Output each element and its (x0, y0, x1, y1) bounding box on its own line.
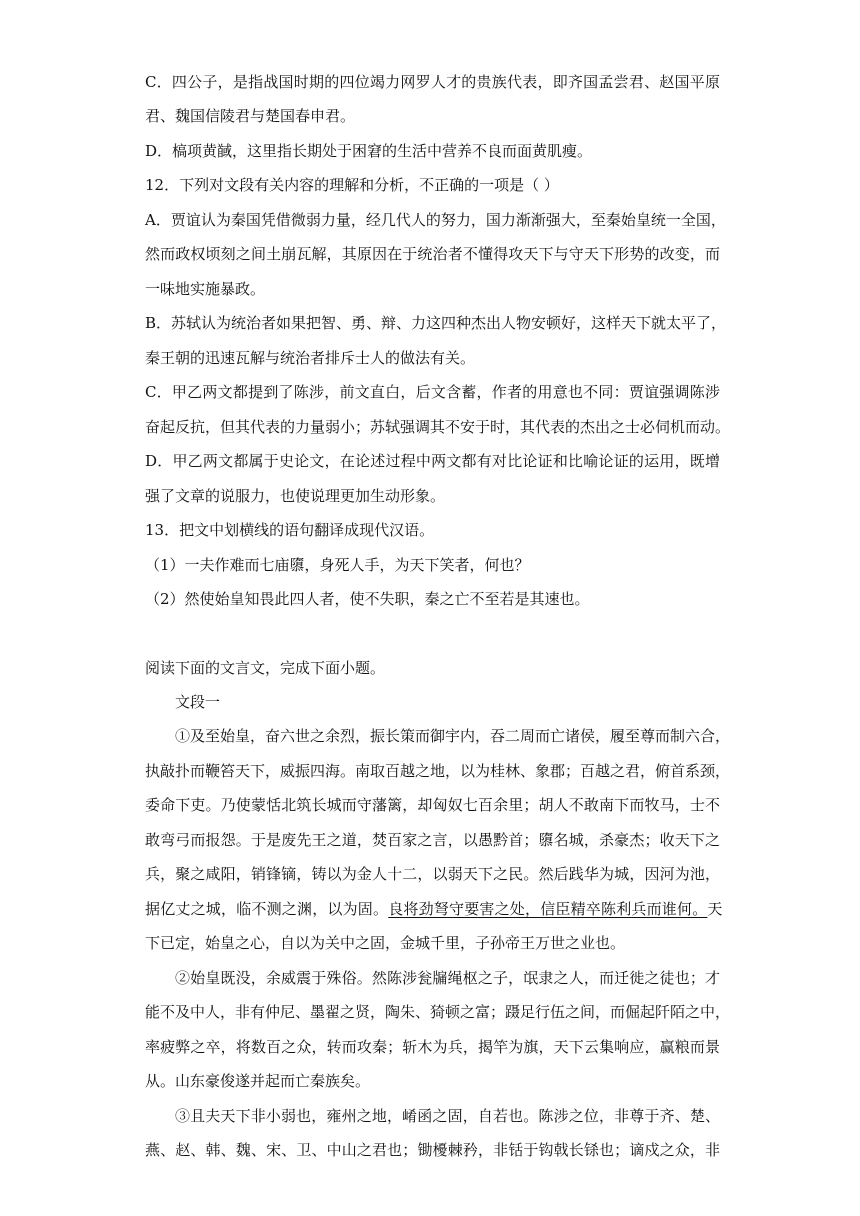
q12-option-a-line-1: A．贾谊认为秦国凭借微弱力量，经几代人的努力，国力渐渐强大，至秦始皇统一全国， (145, 211, 726, 229)
paragraph-2-line-1: ②始皇既没，余威震于殊俗。然陈涉瓮牖绳枢之子，氓隶之人，而迁徙之徒也；才 (175, 969, 720, 987)
paragraph-2-line-2: 能不及中人，非有仲尼、墨翟之贤，陶朱、猗顿之富；蹑足行伍之间，而倔起阡陌之中， (145, 1003, 731, 1021)
paragraph-1-line-1: ①及至始皇，奋六世之余烈，振长策而御宇内，吞二周而亡诸侯，履至尊而制六合， (175, 727, 731, 745)
paragraph-3-line-2: 燕、赵、韩、魏、宋、卫、中山之君也；锄櫌棘矜，非铦于钩戟长铩也；谪戍之众，非 (145, 1141, 720, 1159)
reading-intro: 阅读下面的文言文，完成下面小题。 (145, 659, 386, 677)
q12-stem: 12．下列对文段有关内容的理解和分析，不正确的一项是（ ） (145, 176, 559, 194)
option-c-line-1: C．四公子，是指战国时期的四位竭力网罗人才的贵族代表，即齐国孟尝君、赵国平原 (145, 73, 720, 91)
paragraph-1-line-6-b: 天 (707, 900, 723, 918)
q13-stem: 13．把文中划横线的语句翻译成现代汉语。 (145, 521, 435, 539)
q12-option-b-line-2: 秦王朝的迅速瓦解与统治者排斥士人的做法有关。 (145, 349, 476, 367)
section-title: 文段一 (175, 693, 221, 711)
paragraph-3-line-1: ③且夫天下非小弱也，雍州之地，崤函之固，自若也。陈涉之位，非尊于齐、楚、 (175, 1107, 720, 1125)
q12-option-c-line-2: 奋起反抗，但其代表的力量弱小；苏轼强调其不安于时，其代表的杰出之士必伺机而动。 (145, 418, 731, 436)
option-c-line-2: 君、魏国信陵君与楚国春申君。 (145, 107, 356, 125)
paragraph-2-line-4: 从。山东豪俊遂并起而亡秦族矣。 (145, 1072, 371, 1090)
q12-option-a-line-3: 一味地实施暴政。 (145, 280, 266, 298)
q13-sentence-2: （2）然使始皇知畏此四人者，使不失职，秦之亡不至若是其速也。 (145, 590, 590, 608)
paragraph-2-line-3: 率疲弊之卒，将数百之众，转而攻秦；斩木为兵，揭竿为旗，天下云集响应，赢粮而景 (145, 1038, 720, 1056)
paragraph-1-line-7: 下已定，始皇之心，自以为关中之固，金城千里，子孙帝王万世之业也。 (145, 934, 626, 952)
q12-option-d-line-1: D．甲乙两文都属于史论文，在论述过程中两文都有对比论证和比喻论证的运用，既增 (145, 452, 720, 470)
q12-option-a-line-2: 然而政权顷刻之间土崩瓦解，其原因在于统治者不懂得攻天下与守天下形势的改变，而 (145, 245, 720, 263)
q12-option-b-line-1: B．苏轼认为统治者如果把智、勇、辩、力这四种杰出人物安顿好，这样天下就太平了， (145, 314, 727, 332)
paragraph-1-line-6 (145, 899, 723, 919)
paragraph-1-line-5: 兵，聚之咸阳，销锋镝，铸以为金人十二，以弱天下之民。然后践华为城，因河为池， (145, 865, 720, 883)
paragraph-1-line-4: 敢弯弓而报怨。于是废先王之道，焚百家之言，以愚黔首；隳名城，杀豪杰；收天下之 (145, 831, 720, 849)
q12-option-d-line-2: 强了文章的说服力，也使说理更加生动形象。 (145, 487, 446, 505)
paragraph-1-line-2: 执敲扑而鞭笞天下，威振四海。南取百越之地，以为桂林、象郡；百越之君，俯首系颈， (145, 762, 731, 780)
paragraph-1-line-3: 委命下吏。乃使蒙恬北筑长城而守藩篱，却匈奴七百余里；胡人不敢南下而牧马，士不 (145, 796, 720, 814)
underlined-sentence: 良将劲弩守要害之处，信臣精卒陈利兵而谁何。 (388, 900, 708, 918)
q13-sentence-1: （1）一夫作难而七庙隳，身死人手，为天下笑者，何也？ (145, 556, 530, 574)
paragraph-1-line-6-a: 据亿丈之城，临不测之渊，以为固。 (145, 900, 389, 918)
q12-option-c-line-1: C．甲乙两文都提到了陈涉，前文直白，后文含蓄，作者的用意也不同：贾谊强调陈涉 (145, 383, 720, 401)
option-d: D．槁项黄馘，这里指长期处于困窘的生活中营养不良而面黄肌瘦。 (145, 142, 593, 160)
